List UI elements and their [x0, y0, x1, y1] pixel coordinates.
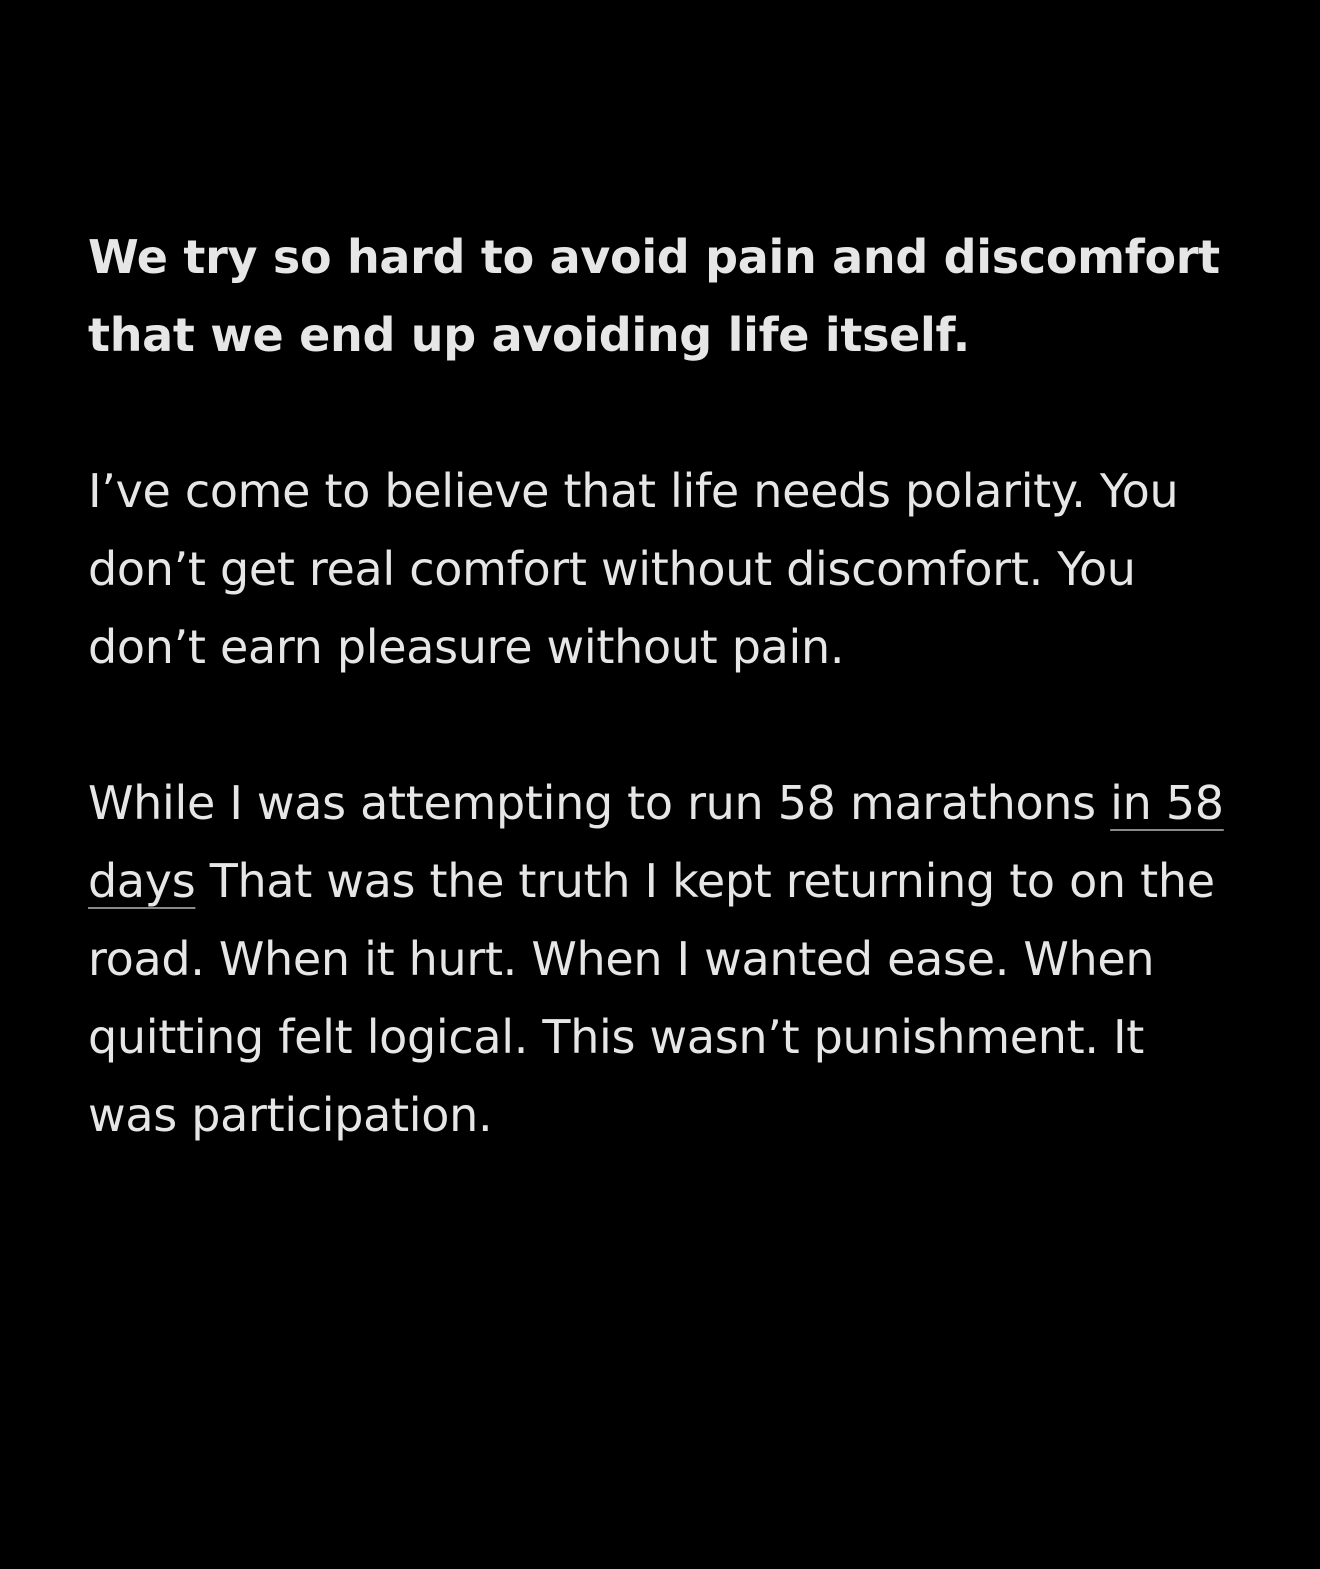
date-link[interactable]: in 58 days [88, 776, 1224, 908]
paragraph-text-before-link: While I was attempting to run 58 marathons [88, 776, 1111, 830]
paragraph-spacer [88, 374, 1238, 452]
paragraph-spacer [88, 686, 1238, 764]
note-body [88, 218, 1238, 1154]
note-paragraph-heading: We try so hard to avoid pain and discomfort that we end up avoiding life itself. [88, 230, 1220, 362]
note-paragraph-polarity: I’ve come to believe that life needs polarity. You don’t get real comfort without discomfort. You don’t earn pleasure without pain. [88, 464, 1179, 674]
note-paragraph-marathons [88, 764, 1238, 1154]
paragraph-text-after-link: That was the truth I kept returning to on the road. When it hurt. When I wanted ease. When quitting felt logical. This wasn’t punishment. It was participation. [88, 854, 1215, 1142]
